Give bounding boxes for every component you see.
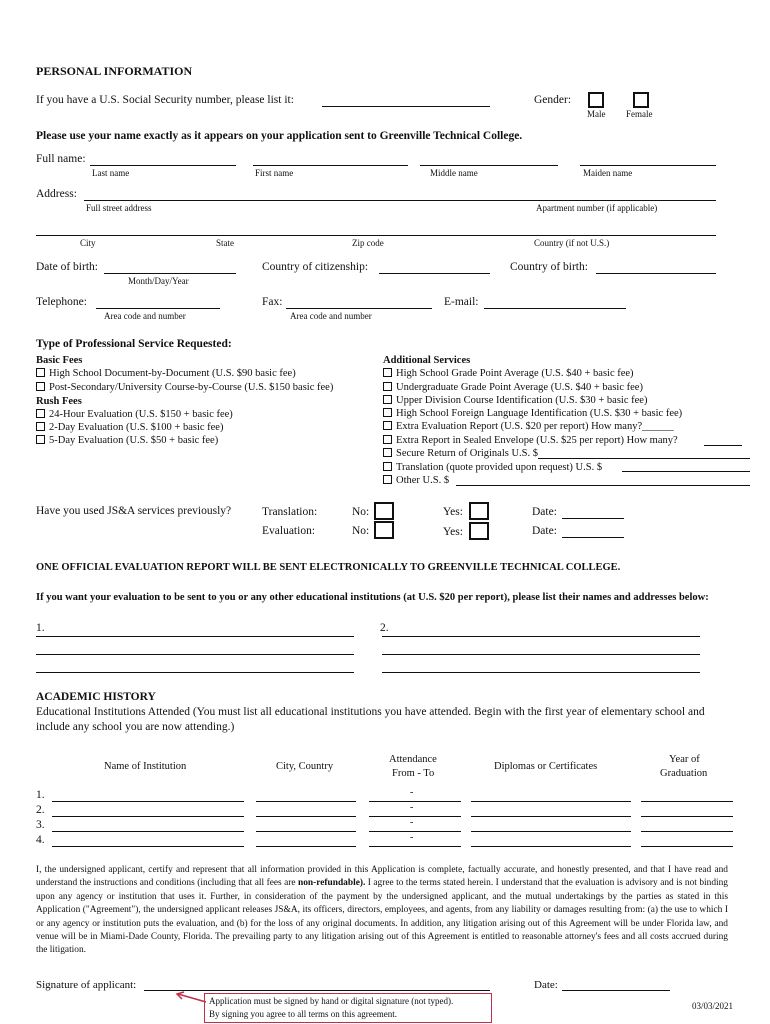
evaluation-no-label: No:	[352, 525, 370, 537]
diploma-field-4[interactable]	[471, 846, 631, 847]
academic-row-number: 2.	[36, 804, 45, 816]
additional-option-9[interactable]: Other U.S. $	[383, 475, 449, 486]
col-attendance: Attendance	[389, 754, 437, 765]
female-label: Female	[626, 109, 653, 119]
telephone-label: Telephone:	[36, 296, 87, 308]
academic-row-number: 4.	[36, 834, 45, 846]
signature-label: Signature of applicant:	[36, 979, 137, 991]
rush-option-3[interactable]: 5-Day Evaluation (U.S. $50 + basic fee)	[36, 435, 218, 446]
evaluation-date-field[interactable]	[562, 537, 624, 538]
additional-option-2[interactable]: Undergraduate Grade Point Average (U.S. $40 + basic fee)	[383, 382, 643, 393]
basic-option-1[interactable]: High School Document-by-Document (U.S. $90 basic fee)	[36, 368, 296, 379]
additional-option-6[interactable]: Extra Report in Sealed Envelope (U.S. $25 per report) How many?	[383, 435, 678, 446]
recipient-2-line-3[interactable]	[382, 672, 700, 673]
first-name-caption: First name	[255, 168, 294, 178]
academic-history-intro: Educational Institutions Attended (You must list all educational institutions you have attended. Begin with the first year of elementary school and include any school you are now attending.)	[36, 706, 705, 733]
secure-return-amount-field[interactable]	[538, 458, 750, 459]
telephone-field[interactable]	[96, 308, 220, 309]
arrow-icon	[174, 991, 208, 1005]
translation-no-checkbox[interactable]	[374, 502, 394, 520]
checkbox-icon[interactable]	[36, 409, 45, 418]
translation-date-label: Date:	[532, 506, 557, 518]
evaluation-yes-label: Yes:	[443, 526, 463, 538]
graduation-year-field-4[interactable]	[641, 846, 733, 847]
evaluation-label: Evaluation:	[262, 525, 316, 537]
dob-field[interactable]	[104, 273, 236, 274]
maiden-name-caption: Maiden name	[583, 168, 633, 178]
checkbox-icon[interactable]	[383, 462, 392, 471]
additional-option-1[interactable]: High School Grade Point Average (U.S. $40 + basic fee)	[383, 368, 634, 379]
gender-male-checkbox[interactable]	[588, 92, 604, 108]
basic-option-2[interactable]: Post-Secondary/University Course-by-Course (U.S. $150 basic fee)	[36, 382, 333, 393]
attendance-dash: -	[410, 787, 414, 798]
fax-field[interactable]	[286, 308, 432, 309]
checkbox-icon[interactable]	[383, 395, 392, 404]
fax-caption: Area code and number	[290, 311, 372, 321]
additional-option-4[interactable]: High School Foreign Language Identification (U.S. $30 + basic fee)	[383, 408, 682, 419]
sealed-envelope-count-field[interactable]	[704, 445, 742, 446]
recipient-1-line-2[interactable]	[36, 654, 354, 655]
graduation-year-field-1[interactable]	[641, 801, 733, 802]
city-country-field-2[interactable]	[256, 816, 356, 817]
signature-date-label: Date:	[534, 979, 558, 991]
attendance-field-3[interactable]	[369, 831, 461, 832]
form-version-date: 03/03/2021	[692, 1001, 734, 1011]
recipient-2-line-2[interactable]	[382, 654, 700, 655]
recipient-2-line-1[interactable]	[382, 636, 700, 637]
signature-note-line-1: Application must be signed by hand or digital signature (not typed).	[209, 996, 454, 1006]
recipient-2-number: 2.	[380, 622, 389, 634]
diploma-field-1[interactable]	[471, 801, 631, 802]
academic-row-number: 1.	[36, 789, 45, 801]
attendance-field-4[interactable]	[369, 846, 461, 847]
attendance-dash: -	[410, 817, 414, 828]
city-state-zip-field[interactable]	[36, 235, 716, 236]
basic-fees-heading: Basic Fees	[36, 355, 83, 366]
last-name-caption: Last name	[92, 168, 130, 178]
birth-country-label: Country of birth:	[510, 261, 588, 273]
email-label: E-mail:	[444, 296, 479, 308]
graduation-year-field-3[interactable]	[641, 831, 733, 832]
col-diplomas: Diplomas or Certificates	[494, 761, 598, 772]
email-field[interactable]	[484, 308, 626, 309]
dob-format-caption: Month/Day/Year	[128, 276, 189, 286]
male-label: Male	[587, 109, 606, 119]
rush-option-1[interactable]: 24-Hour Evaluation (U.S. $150 + basic fee)	[36, 409, 233, 420]
full-name-label: Full name:	[36, 153, 86, 165]
attendance-field-1[interactable]	[369, 801, 461, 802]
checkbox-icon[interactable]	[383, 368, 392, 377]
additional-option-7[interactable]: Secure Return of Originals U.S. $	[383, 448, 538, 459]
translation-amount-field[interactable]	[622, 471, 750, 472]
institution-field-3[interactable]	[52, 831, 244, 832]
checkbox-icon[interactable]	[36, 382, 45, 391]
signature-note	[204, 993, 492, 1023]
personal-heading: PERSONAL INFORMATION	[36, 64, 193, 78]
rush-option-2[interactable]: 2-Day Evaluation (U.S. $100 + basic fee)	[36, 422, 223, 433]
checkbox-icon[interactable]	[383, 435, 392, 444]
institution-field-4[interactable]	[52, 846, 244, 847]
checkbox-icon[interactable]	[383, 408, 392, 417]
last-name-field[interactable]	[90, 165, 236, 166]
state-caption: State	[216, 238, 234, 248]
certification-paragraph: I, the undersigned applicant, certify and represent that all information provided in this Application is complete, factually accurate, and honestly presented, and that I have read and understand the instructions and conditions (including that all fees are non-refundable). I agree to the terms stated herein. I understand that the evaluation is advisory and is not binding upon any agency or institution that uses it. Further, in consideration of the payment by the undersigned applicant, and the mutual undertakings by the parties as stated in this Application ("Agreement"), the undersigned applicant releases JS&A, its officers, directors, employees, and agents, from any liability or damages resulting from: (a) the use to which I or any agency or institution puts the evaluation, and (b) for the loss of any original documents. In addition, any litigation arising out of this Agreement will be under Florida law, and venue will be in Miami-Dade County, Florida. The prevailing party to any litigation arising out of this Agreement is entitled to reasonable attorney's fees and all costs accrued during the litigation.	[36, 865, 728, 956]
address-label: Address:	[36, 188, 77, 200]
academic-history-heading: ACADEMIC HISTORY	[36, 691, 156, 703]
translation-no-label: No:	[352, 506, 370, 518]
street-address-field[interactable]	[84, 200, 716, 201]
additional-option-5[interactable]: Extra Evaluation Report (U.S. $20 per report) How many?______	[383, 421, 674, 432]
translation-yes-label: Yes:	[443, 506, 463, 518]
additional-services-heading: Additional Services	[383, 355, 471, 366]
col-city-country: City, Country	[276, 761, 334, 772]
checkbox-icon[interactable]	[383, 421, 392, 430]
checkbox-icon[interactable]	[383, 475, 392, 484]
dob-label: Date of birth:	[36, 261, 98, 273]
attendance-dash: -	[410, 832, 414, 843]
translation-date-field[interactable]	[562, 518, 624, 519]
street-caption: Full street address	[86, 203, 152, 213]
signature-date-field[interactable]	[562, 990, 670, 991]
city-country-field-1[interactable]	[256, 801, 356, 802]
telephone-caption: Area code and number	[104, 311, 186, 321]
fax-label: Fax:	[262, 296, 283, 308]
other-amount-field[interactable]	[456, 485, 750, 486]
institution-field-2[interactable]	[52, 816, 244, 817]
col-institution: Name of Institution	[104, 761, 187, 772]
service-heading: Type of Professional Service Requested:	[36, 338, 232, 350]
checkbox-icon[interactable]	[383, 382, 392, 391]
col-graduation: Graduation	[660, 768, 708, 779]
signature-note-line-2: By signing you agree to all terms on this agreement.	[209, 1009, 397, 1019]
additional-option-3[interactable]: Upper Division Course Identification (U.S. $30 + basic fee)	[383, 395, 647, 406]
name-instruction: Please use your name exactly as it appears on your application sent to Greenville Technical College.	[36, 130, 523, 142]
checkbox-icon[interactable]	[36, 435, 45, 444]
recipient-1-number: 1.	[36, 622, 45, 634]
citizenship-label: Country of citizenship:	[262, 261, 369, 273]
additional-report-question: If you want your evaluation to be sent to you or any other educational institutions (at U.S. $20 per report), please list their names and addresses below:	[36, 592, 709, 603]
rush-fees-heading: Rush Fees	[36, 396, 82, 407]
citizenship-field[interactable]	[379, 273, 490, 274]
attendance-field-2[interactable]	[369, 816, 461, 817]
country-caption: Country (if not U.S.)	[534, 238, 610, 248]
city-country-field-4[interactable]	[256, 846, 356, 847]
diploma-field-3[interactable]	[471, 831, 631, 832]
evaluation-yes-checkbox[interactable]	[469, 522, 489, 540]
academic-row-number: 3.	[36, 819, 45, 831]
recipient-1-line-1[interactable]	[36, 636, 354, 637]
translation-label: Translation:	[262, 506, 318, 518]
apartment-caption: Apartment number (if applicable)	[536, 203, 658, 213]
graduation-year-field-2[interactable]	[641, 816, 733, 817]
first-name-field[interactable]	[253, 165, 408, 166]
ssn-label: If you have a U.S. Social Security number, please list it:	[36, 94, 294, 106]
maiden-name-field[interactable]	[580, 165, 716, 166]
attendance-dash: -	[410, 802, 414, 813]
middle-name-field[interactable]	[420, 165, 558, 166]
checkbox-icon[interactable]	[36, 368, 45, 377]
gender-label: Gender:	[534, 94, 572, 106]
ssn-field[interactable]	[322, 106, 490, 107]
previous-services-question: Have you used JS&A services previously?	[36, 505, 232, 517]
checkbox-icon[interactable]	[383, 448, 392, 457]
col-year-of: Year of	[669, 754, 700, 765]
col-from-to: From - To	[392, 768, 435, 779]
additional-option-8[interactable]: Translation (quote provided upon request) U.S. $	[383, 462, 602, 473]
gender-female-checkbox[interactable]	[633, 92, 649, 108]
official-report-notice: ONE OFFICIAL EVALUATION REPORT WILL BE SENT ELECTRONICALLY TO GREENVILLE TECHNICAL COLLEGE.	[36, 562, 621, 573]
birth-country-field[interactable]	[596, 273, 716, 274]
zip-caption: Zip code	[352, 238, 384, 248]
institution-field-1[interactable]	[52, 801, 244, 802]
middle-name-caption: Middle name	[430, 168, 478, 178]
evaluation-no-checkbox[interactable]	[374, 521, 394, 539]
recipient-1-line-3[interactable]	[36, 672, 354, 673]
translation-yes-checkbox[interactable]	[469, 502, 489, 520]
diploma-field-2[interactable]	[471, 816, 631, 817]
checkbox-icon[interactable]	[36, 422, 45, 431]
city-country-field-3[interactable]	[256, 831, 356, 832]
city-caption: City	[80, 238, 96, 248]
evaluation-date-label: Date:	[532, 525, 557, 537]
